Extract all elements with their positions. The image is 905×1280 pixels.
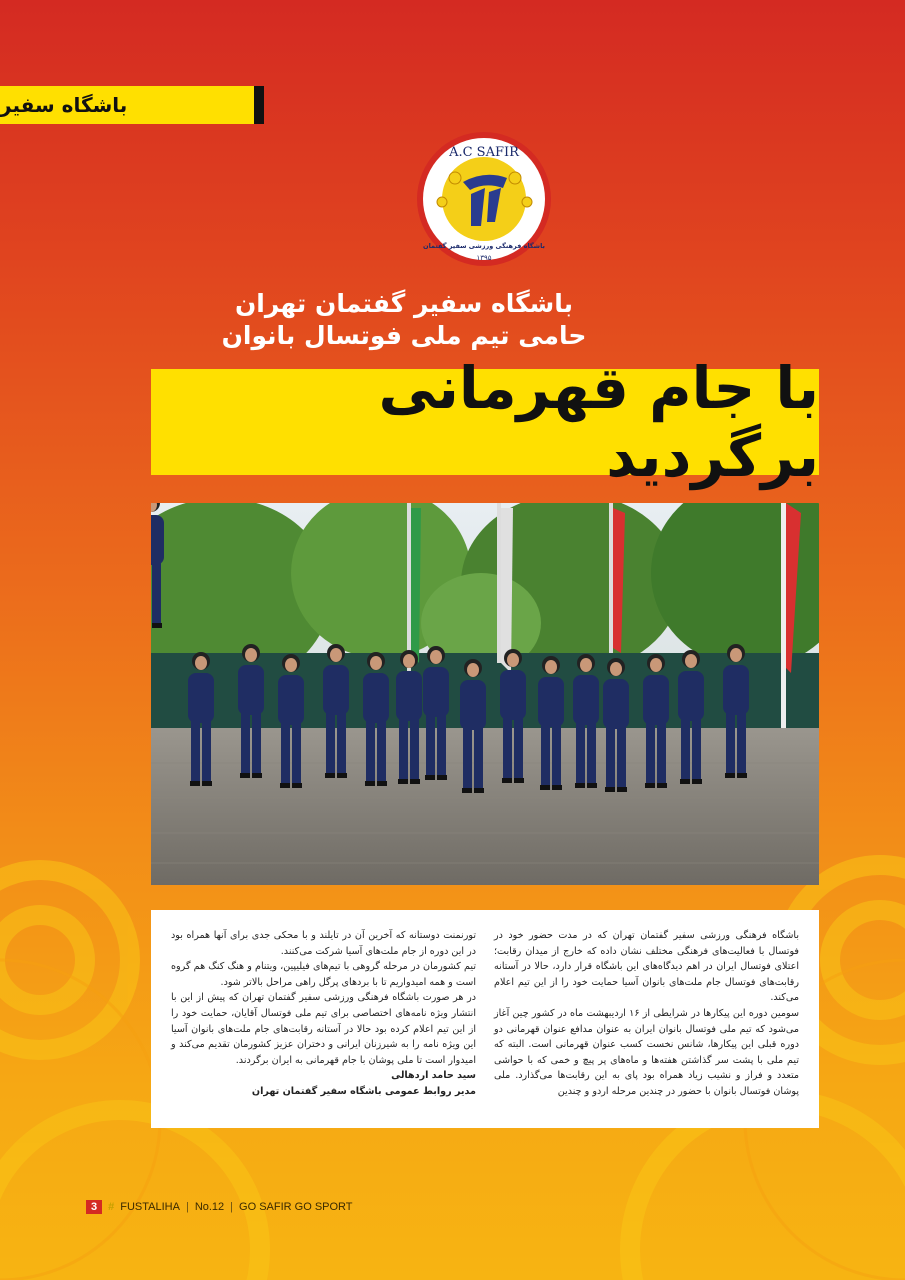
headline: با جام قهرمانی برگردید	[151, 369, 819, 475]
article-body	[151, 910, 819, 1128]
issue-number: No.12	[194, 1201, 225, 1213]
section-tag-label: باشگاه سفیر	[0, 93, 128, 117]
signature-role: مدیر روابط عمومی باشگاه سفیر گفتمان تهران	[251, 1085, 476, 1097]
hash-icon: #	[108, 1201, 115, 1213]
section-tag	[0, 86, 264, 124]
magazine-name: FUSTALIHA	[120, 1201, 180, 1213]
article-column-right	[494, 928, 799, 1110]
safir-club-logo	[415, 130, 553, 268]
logo-top-text: A.C SAFIR	[449, 145, 519, 160]
page-footer	[86, 1198, 353, 1216]
footer-separator: |	[185, 1201, 189, 1213]
subtitle-line-1: باشگاه سفیر گفتمان تهران	[234, 289, 574, 318]
article-column-left	[171, 928, 476, 1110]
article-paragraph: در هر صورت باشگاه فرهنگی ورزشی سفیر گفتمان تهران که پیش از این با انتشار ویژه نامه‌های اختصاصی برای تیم ملی فوتسال آقایان، حمایت خود را از این تیم اعلام کرده بود حالا در آستانه رقابت‌های جام ملت‌های بانوان آسیا این ویژه نامه را به شیرزنان ایرانی و دختران عزیز کشورمان تقدیم می‌کند و امیدوار است تا ملی پوشان با جام قهرمانی به ایران برگردند.	[171, 992, 476, 1066]
footer-separator: |	[230, 1201, 234, 1213]
page-number: 3	[86, 1200, 102, 1214]
article-paragraph: تورنمنت دوستانه که آخرین آن در تایلند و با محکی جدی برای آنها همراه بود در این دوره از جام ملت‌های آسیا شرکت می‌کنند.	[171, 930, 476, 957]
logo-year: ۱۳۹۵	[476, 254, 492, 262]
team-photo	[151, 503, 819, 885]
logo-persian-text: باشگاه فرهنگی ورزشی سفیر گفتمان	[423, 242, 545, 250]
article-paragraph: سومین دوره این پیکارها در شرایطی از ۱۶ اردیبهشت ماه در کشور چین آغاز می‌شود که تیم ملی فوتسال بانوان ایران به عنوان مدافع عنوان قهرمانی دو دوره قبلی این پیکارها، شانس نخست کسب عنوان قهرمانی است. البته که تیم ملی با پشت سر گذاشتن هفته‌ها و ماه‌های پر پیچ و خمی که با حواشی متعدد و فراز و نشیب زیاد همراه بود پای به این رقابت‌ها می‌گذارد. ملی پوشان فوتسال بانوان با حضور در چندین مرحله اردو و چندین	[494, 1007, 799, 1097]
article-paragraph: تیم کشورمان در مرحله گروهی با تیم‌های فیلیپین، ویتنام و هنگ کنگ هم گروه است و همه امیدواریم تا با بردهای پرگل راهی مراحل بالاتر شود.	[171, 961, 476, 988]
subtitle-line-2: حامی تیم ملی فوتسال بانوان	[221, 321, 587, 350]
footer-slogan: GO SAFIR GO SPORT	[239, 1201, 353, 1213]
signature-name: سید حامد اردهالی	[391, 1070, 476, 1082]
article-paragraph: باشگاه فرهنگی ورزشی سفیر گفتمان تهران که در مدت حضور خود در فوتسال با فعالیت‌های فرهنگی مختلف نشان داده که خارج از میدان رقابت؛ اعتلای فوتسال ایران در اهم دیدگاه‌های این باشگاه قرار دارد، حالا در آستانه رقابت‌های فوتسال جام ملت‌های بانوان آسیا حمایت خود را از این تیم اعلام می‌کند.	[494, 930, 799, 1004]
